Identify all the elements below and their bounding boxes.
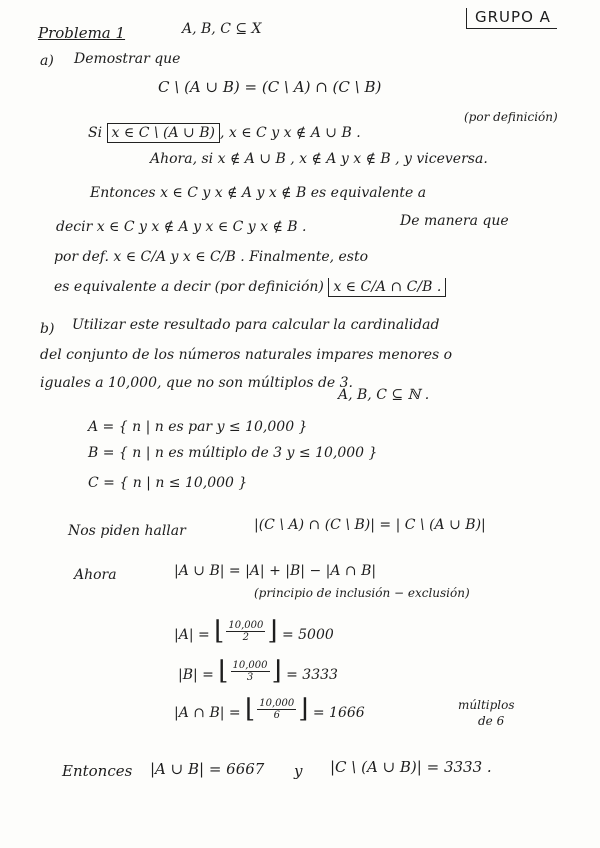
final-union: |A ∪ B| = 6667 <box>150 760 265 778</box>
boxed-premise: x ∈ C \ (A ∪ B) <box>107 123 220 143</box>
card-ab-den: 6 <box>273 709 280 721</box>
card-a-row <box>174 618 334 644</box>
card-ab-num: 10,000 <box>259 697 295 709</box>
si-word: Si <box>88 125 103 141</box>
part-b-line2: del conjunto de los números naturales impares menores o <box>40 347 453 363</box>
card-b-lhs: |B| = <box>178 667 214 683</box>
multiples-note-2: de 6 <box>478 714 505 728</box>
part-a-statement: C \ (A ∪ B) = (C \ A) ∩ (C \ B) <box>158 78 382 96</box>
card-a-val: = 5000 <box>281 627 334 643</box>
card-ab-val: = 1666 <box>312 705 365 721</box>
part-a-line5: por def. x ∈ C/A y x ∈ C/B . Finalmente, esto <box>54 249 369 265</box>
part-a-intro: Demostrar que <box>74 51 181 67</box>
set-b-definition: B = { n | n es múltiplo de 3 y ≤ 10,000 } <box>88 445 378 461</box>
part-b-sets: A, B, C ⊆ ℕ . <box>338 387 430 403</box>
find-expression: |(C \ A) ∩ (C \ B)| = | C \ (A ∪ B)| <box>254 517 486 533</box>
find-label: Nos piden hallar <box>68 523 186 539</box>
card-ab-lhs: |A ∩ B| = <box>174 705 241 721</box>
inclusion-note: (principio de inclusión − exclusión) <box>254 586 470 600</box>
final-label: Entonces <box>62 762 133 780</box>
part-a-line3: Entonces x ∈ C y x ∉ A y x ∉ B es equivalente a <box>90 185 427 201</box>
part-a-line2: Ahora, si x ∉ A ∪ B , x ∉ A y x ∉ B , y viceversa. <box>150 151 488 167</box>
card-ab-row <box>174 696 365 722</box>
part-b-label: b) <box>40 321 55 337</box>
part-a-line4-right: De manera que <box>400 213 509 229</box>
inclusion-expression: |A ∪ B| = |A| + |B| − |A ∩ B| <box>174 563 377 579</box>
line1-rest: , x ∈ C y x ∉ A ∪ B . <box>219 125 361 141</box>
final-y: y <box>294 762 303 780</box>
part-b-line3: iguales a 10,000, que no son múltiplos de 3. <box>40 375 354 391</box>
floor-a: ⌊ $\frac{10,000}{2}$ ⌋ <box>214 616 278 646</box>
part-a-line1 <box>88 124 361 142</box>
card-a-num: 10,000 <box>228 619 264 631</box>
multiples-note-1: múltiplos <box>458 698 515 712</box>
floor-b: ⌊ $\frac{10,000}{3}$ ⌋ <box>218 656 282 686</box>
line6-text: es equivalente a decir (por definición) <box>54 279 324 295</box>
problem-title: Problema 1 <box>38 24 126 42</box>
definition-note: (por definición) <box>464 110 558 124</box>
set-a-definition: A = { n | n es par y ≤ 10,000 } <box>88 419 308 435</box>
set-c-definition: C = { n | n ≤ 10,000 } <box>88 475 248 491</box>
sets-declaration: A, B, C ⊆ X <box>182 21 262 37</box>
card-b-den: 3 <box>246 671 254 683</box>
line4-text: decir x ∈ C y x ∉ A y x ∈ C y x ∉ B . <box>56 219 307 235</box>
part-a-label: a) <box>40 53 54 69</box>
part-a-line6 <box>54 278 446 296</box>
card-b-num: 10,000 <box>232 659 268 671</box>
floor-ab: ⌊ $\frac{10,000}{6}$ ⌋ <box>245 694 309 724</box>
card-a-den: 2 <box>242 631 250 643</box>
final-result: |C \ (A ∪ B)| = 3333 . <box>330 758 492 776</box>
card-b-row <box>178 658 338 684</box>
card-a-lhs: |A| = <box>174 627 210 643</box>
card-b-val: = 3333 <box>286 667 338 683</box>
boxed-conclusion: x ∈ C/A ∩ C/B . <box>328 278 446 297</box>
part-a-line4 <box>56 218 307 236</box>
group-label: GRUPO A <box>466 8 557 29</box>
now-label: Ahora <box>74 567 117 583</box>
part-b-line1: Utilizar este resultado para calcular la cardinalidad <box>72 317 440 333</box>
